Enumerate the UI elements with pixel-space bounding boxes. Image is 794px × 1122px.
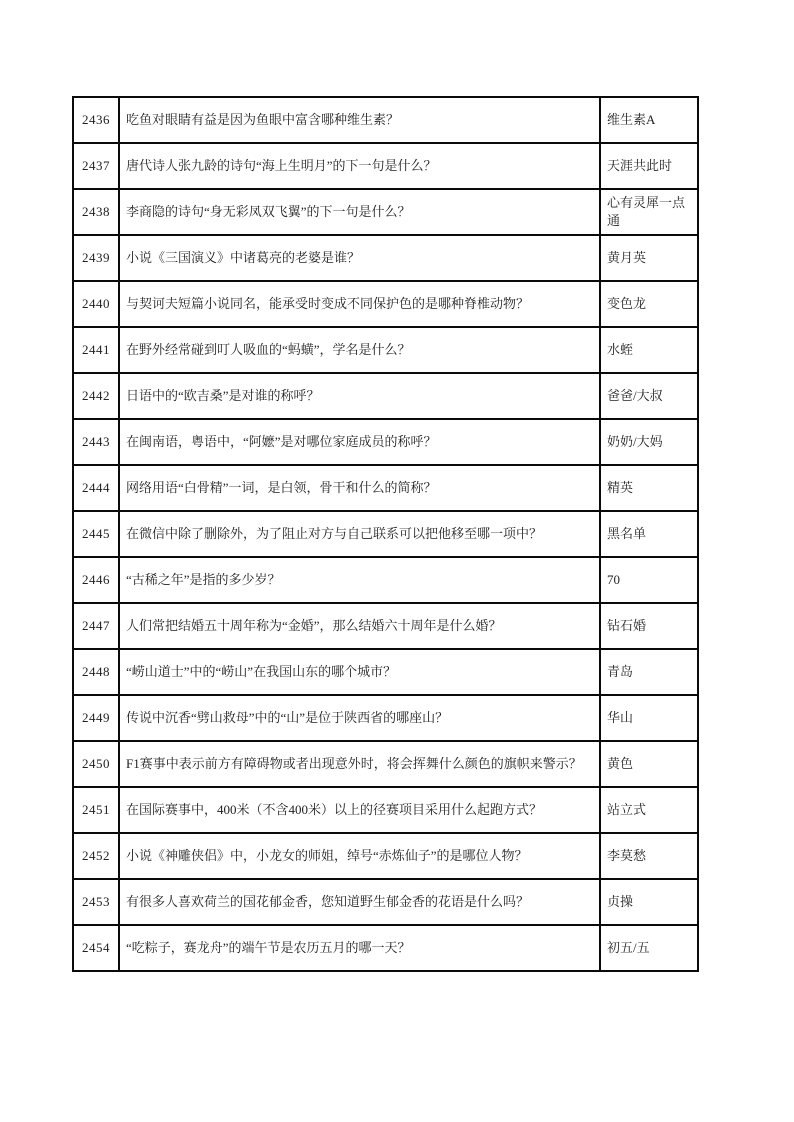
question-cell: 人们常把结婚五十周年称为“金婚”，那么结婚六十周年是什么婚？ — [119, 603, 600, 649]
table-row — [73, 787, 698, 833]
question-cell: 与契诃夫短篇小说同名，能承受时变成不同保护色的是哪种脊椎动物？ — [119, 281, 600, 327]
table-row — [73, 189, 698, 235]
table-row — [73, 879, 698, 925]
row-id-cell: 2441 — [73, 327, 119, 373]
answer-cell: 钻石婚 — [600, 603, 698, 649]
row-id-cell: 2452 — [73, 833, 119, 879]
answer-cell: 李莫愁 — [600, 833, 698, 879]
row-id-cell: 2451 — [73, 787, 119, 833]
question-cell: 日语中的“欧吉桑”是对谁的称呼？ — [119, 373, 600, 419]
row-id-cell: 2444 — [73, 465, 119, 511]
table-row — [73, 649, 698, 695]
answer-cell: 天涯共此时 — [600, 143, 698, 189]
answer-cell: 站立式 — [600, 787, 698, 833]
table-row — [73, 235, 698, 281]
answer-cell: 黄月英 — [600, 235, 698, 281]
answer-cell: 水蛭 — [600, 327, 698, 373]
row-id-cell: 2449 — [73, 695, 119, 741]
table-row — [73, 741, 698, 787]
question-cell: 唐代诗人张九龄的诗句“海上生明月”的下一句是什么？ — [119, 143, 600, 189]
table-row — [73, 557, 698, 603]
question-cell: F1赛事中表示前方有障碍物或者出现意外时，将会挥舞什么颜色的旗帜来警示？ — [119, 741, 600, 787]
table-row — [73, 465, 698, 511]
row-id-cell: 2447 — [73, 603, 119, 649]
answer-cell: 黄色 — [600, 741, 698, 787]
row-id-cell: 2437 — [73, 143, 119, 189]
question-cell: 在微信中除了删除外，为了阻止对方与自己联系可以把他移至哪一项中？ — [119, 511, 600, 557]
answer-cell: 初五/五 — [600, 925, 698, 971]
table-row — [73, 327, 698, 373]
question-cell: “崂山道士”中的“崂山”在我国山东的哪个城市？ — [119, 649, 600, 695]
row-id-cell: 2440 — [73, 281, 119, 327]
row-id-cell: 2438 — [73, 189, 119, 235]
question-cell: 在闽南语，粤语中，“阿嬷”是对哪位家庭成员的称呼？ — [119, 419, 600, 465]
question-cell: 李商隐的诗句“身无彩凤双飞翼”的下一句是什么？ — [119, 189, 600, 235]
trivia-table-body — [73, 97, 698, 971]
answer-cell: 贞操 — [600, 879, 698, 925]
row-id-cell: 2448 — [73, 649, 119, 695]
answer-cell: 奶奶/大妈 — [600, 419, 698, 465]
answer-cell: 心有灵犀一点通 — [600, 189, 698, 235]
question-cell: 在国际赛事中，400米（不含400米）以上的径赛项目采用什么起跑方式？ — [119, 787, 600, 833]
row-id-cell: 2439 — [73, 235, 119, 281]
answer-cell: 黑名单 — [600, 511, 698, 557]
answer-cell: 精英 — [600, 465, 698, 511]
question-cell: 吃鱼对眼睛有益是因为鱼眼中富含哪种维生素？ — [119, 97, 600, 143]
table-row — [73, 281, 698, 327]
question-cell: 有很多人喜欢荷兰的国花郁金香，您知道野生郁金香的花语是什么吗？ — [119, 879, 600, 925]
answer-cell: 维生素A — [600, 97, 698, 143]
question-cell: “吃粽子，赛龙舟”的端午节是农历五月的哪一天？ — [119, 925, 600, 971]
row-id-cell: 2446 — [73, 557, 119, 603]
question-cell: 小说《三国演义》中诸葛亮的老婆是谁？ — [119, 235, 600, 281]
table-row — [73, 419, 698, 465]
answer-cell: 变色龙 — [600, 281, 698, 327]
table-row — [73, 925, 698, 971]
answer-cell: 70 — [600, 557, 698, 603]
table-row — [73, 97, 698, 143]
table-row — [73, 373, 698, 419]
table-row — [73, 833, 698, 879]
row-id-cell: 2450 — [73, 741, 119, 787]
row-id-cell: 2453 — [73, 879, 119, 925]
row-id-cell: 2436 — [73, 97, 119, 143]
row-id-cell: 2445 — [73, 511, 119, 557]
answer-cell: 爸爸/大叔 — [600, 373, 698, 419]
answer-cell: 华山 — [600, 695, 698, 741]
trivia-table — [72, 96, 699, 972]
table-row — [73, 695, 698, 741]
table-row — [73, 603, 698, 649]
answer-cell: 青岛 — [600, 649, 698, 695]
table-row — [73, 511, 698, 557]
trivia-table-container — [72, 96, 699, 972]
question-cell: 网络用语“白骨精”一词，是白领，骨干和什么的简称？ — [119, 465, 600, 511]
question-cell: 小说《神雕侠侣》中，小龙女的师姐，绰号“赤炼仙子”的是哪位人物？ — [119, 833, 600, 879]
question-cell: 在野外经常碰到叮人吸血的“蚂蟥”，学名是什么？ — [119, 327, 600, 373]
question-cell: 传说中沉香“劈山救母”中的“山”是位于陕西省的哪座山？ — [119, 695, 600, 741]
question-cell: “古稀之年”是指的多少岁？ — [119, 557, 600, 603]
table-row — [73, 143, 698, 189]
row-id-cell: 2442 — [73, 373, 119, 419]
row-id-cell: 2443 — [73, 419, 119, 465]
row-id-cell: 2454 — [73, 925, 119, 971]
